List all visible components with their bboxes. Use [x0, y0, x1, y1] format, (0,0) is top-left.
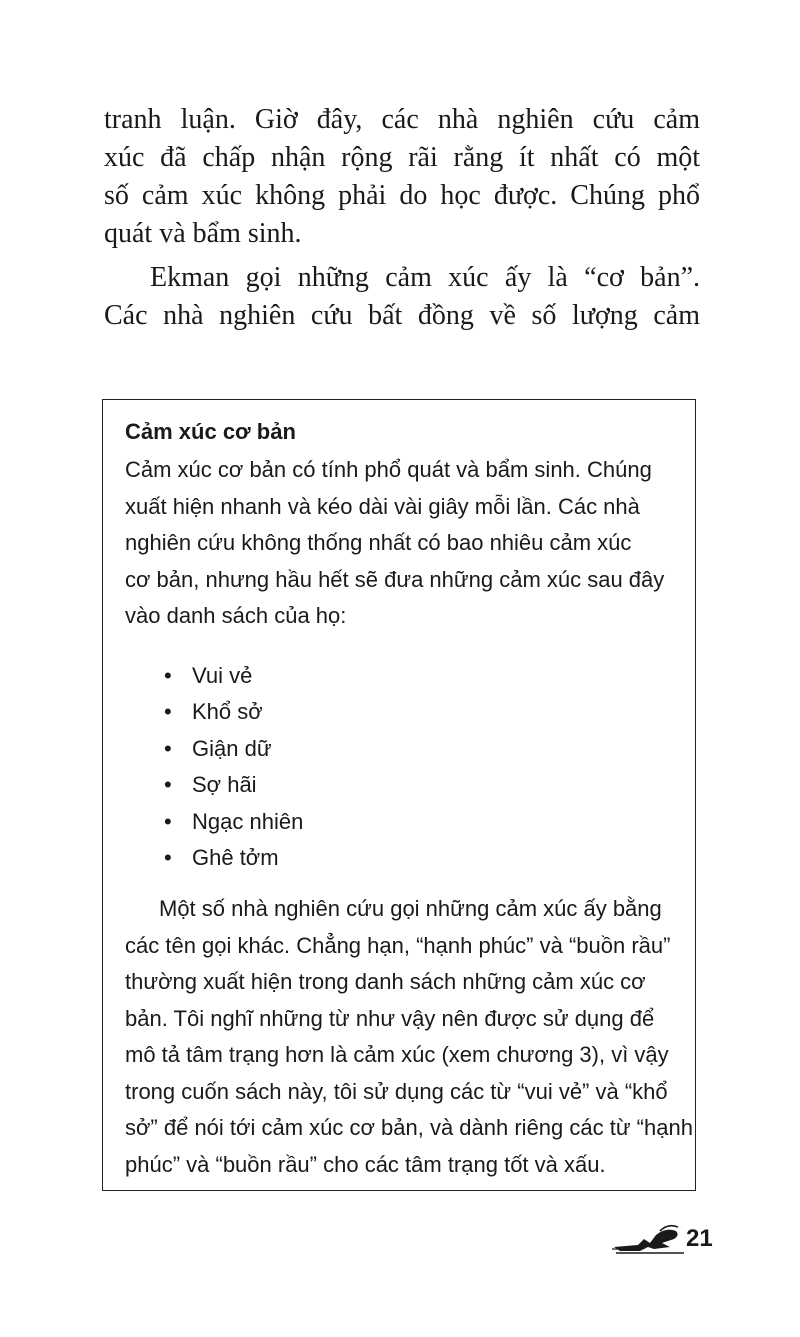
- sidebar-title: Cảm xúc cơ bản: [125, 419, 296, 444]
- list-item-label: Ghê tởm: [192, 844, 279, 870]
- text-line: cơ bản, nhưng hầu hết sẽ đưa những cảm xúc sau đây: [125, 566, 665, 592]
- text-line: số cảm xúc không phải do học được. Chúng phổ: [104, 180, 700, 211]
- list-item-label: Giận dữ: [192, 735, 272, 761]
- bullet-icon: •: [164, 844, 172, 870]
- sidebar-box-basic-emotions: [102, 399, 696, 1191]
- sidebar-intro-paragraph: [125, 452, 675, 635]
- sidebar-closing-paragraph: [125, 891, 693, 1183]
- text-line: vào danh sách của họ:: [125, 603, 347, 628]
- bullet-icon: •: [164, 808, 172, 834]
- list-item-label: Khổ sở: [192, 699, 263, 725]
- list-item-label: Sợ hãi: [192, 772, 257, 798]
- text-line: nghiên cứu không thống nhất có bao nhiêu cảm xúc: [125, 530, 632, 555]
- text-line: xúc đã chấp nhận rộng rãi rằng ít nhất có một: [104, 142, 700, 173]
- bullet-icon: •: [164, 663, 172, 688]
- bullet-icon: •: [164, 772, 172, 798]
- body-paragraph-1: [104, 101, 700, 253]
- bullet-icon: •: [164, 735, 172, 761]
- page-number: 21: [686, 1225, 713, 1252]
- text-line: Ekman gọi những cảm xúc ấy là “cơ bản”.: [150, 262, 700, 293]
- text-line: mô tả tâm trạng hơn là cảm xúc (xem chương 3), vì vậy: [125, 1042, 669, 1067]
- bullet-icon: •: [164, 699, 172, 725]
- list-item-label: Vui vẻ: [192, 663, 253, 688]
- text-line: trong cuốn sách này, tôi sử dụng các từ “vui vẻ” và “khổ: [125, 1078, 668, 1104]
- text-line: Các nhà nghiên cứu bất đồng về số lượng cảm: [104, 300, 700, 331]
- text-line: các tên gọi khác. Chẳng hạn, “hạnh phúc” và “buồn rầu”: [125, 932, 671, 958]
- text-line: sở” để nói tới cảm xúc cơ bản, và dành riêng các từ “hạnh: [125, 1115, 693, 1140]
- text-line: xuất hiện nhanh và kéo dài vài giây mỗi lần. Các nhà: [125, 493, 640, 519]
- list-item-label: Ngạc nhiên: [192, 808, 304, 834]
- text-line: thường xuất hiện trong danh sách những cảm xúc cơ: [125, 969, 646, 994]
- text-line: Cảm xúc cơ bản có tính phổ quát và bẩm sinh. Chúng: [125, 457, 652, 482]
- text-line: Một số nhà nghiên cứu gọi những cảm xúc ấy bằng: [159, 896, 662, 921]
- pen-nib-ornament-icon: [610, 1217, 686, 1261]
- text-line: phúc” và “buồn rầu” cho các tâm trạng tốt và xấu.: [125, 1151, 606, 1177]
- page-footer: [610, 1217, 720, 1261]
- body-paragraph-2: [104, 259, 700, 335]
- text-line: tranh luận. Giờ đây, các nhà nghiên cứu cảm: [104, 104, 700, 135]
- text-line: bản. Tôi nghĩ những từ như vậy nên được sử dụng để: [125, 1005, 655, 1031]
- text-line: quát và bẩm sinh.: [104, 218, 302, 249]
